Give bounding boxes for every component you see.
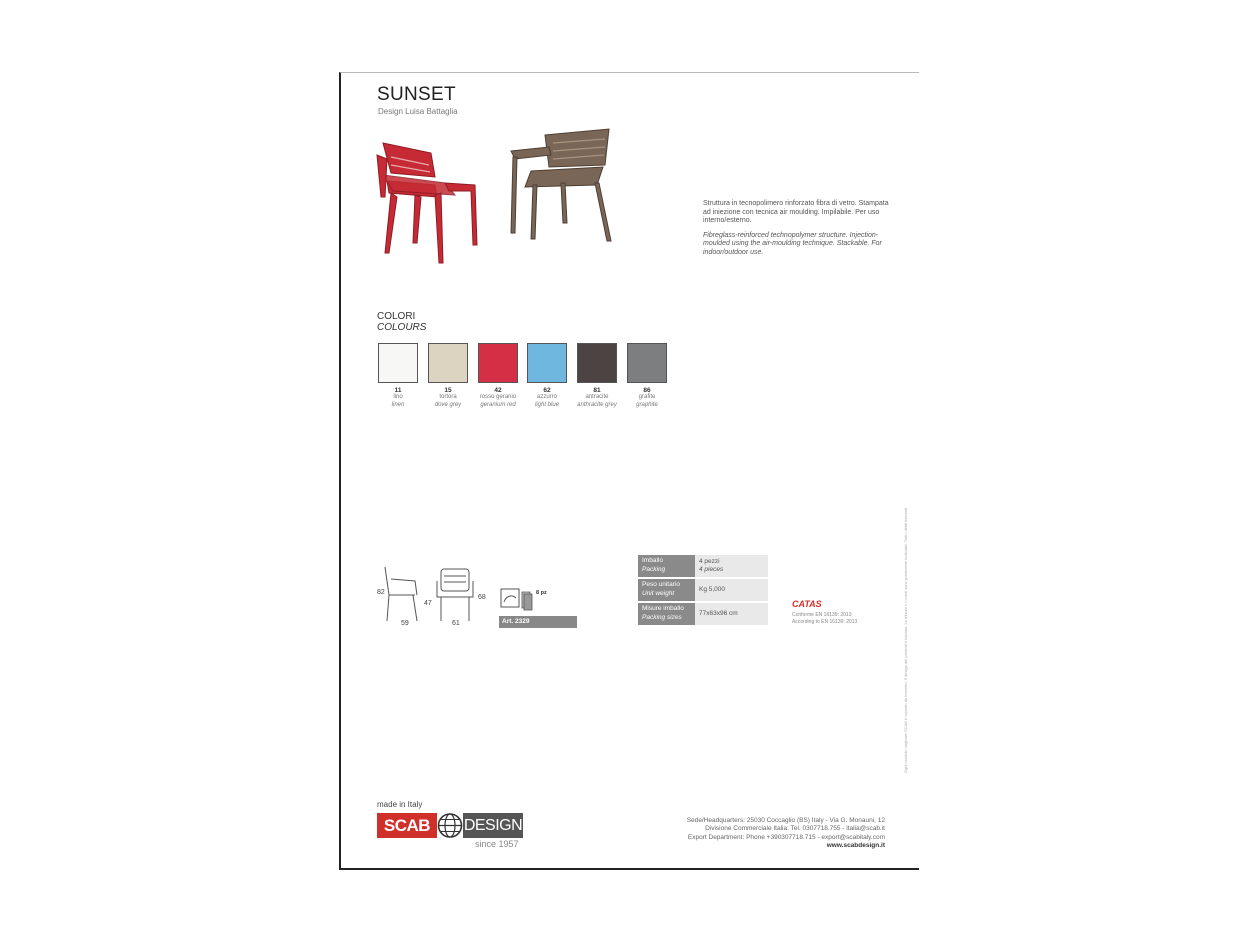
since-year: since 1957 — [475, 839, 519, 849]
swatch-name-it: tortora — [439, 394, 457, 400]
swatch-code: 15 — [444, 387, 452, 394]
colours-heading — [377, 311, 426, 333]
swatch-name-en: graphite — [636, 401, 658, 408]
swatch-colour — [527, 343, 567, 383]
website-link[interactable]: www.scabdesign.it — [826, 841, 885, 849]
swatch-name-it: rosso geranio — [479, 394, 517, 400]
packing-key-en: Unit weight — [642, 589, 675, 597]
swatch-code: 81 — [593, 387, 601, 394]
stacking-icon — [500, 588, 534, 612]
swatch-name-it: azzurro — [536, 394, 557, 400]
dim-height: 82 — [377, 589, 385, 596]
packing-table — [638, 555, 768, 627]
description-italian: Struttura in tecnopolimero rinforzato fibra di vetro. Stampata ad iniezione con tecnica air moulding. Impilabile. Per uso interno/esterno. — [703, 200, 889, 224]
swatch-colour — [378, 343, 418, 383]
packing-val-it: 77x63x96 cm — [699, 609, 738, 617]
swatch-name-it: grafite — [638, 394, 656, 400]
swatch-colour — [577, 343, 617, 383]
side-legal-note: Ogni modello originale SCAB è coperto da brevetto. Il design dei prodotti è tutelato. Le misure e i colori sono puramente indicativi. Tutti i diritti riservati. — [903, 506, 908, 773]
made-in-italy: made in Italy — [377, 800, 423, 809]
product-sheet — [339, 72, 919, 870]
swatch-colour — [478, 343, 518, 383]
swatch-name-it: antracite — [585, 394, 609, 400]
colours-heading-en: COLOURS — [377, 322, 427, 333]
swatch-colour — [428, 343, 468, 383]
address-italy: Divisione Commerciale Italia: Tel. 0307718.755 - italia@scab.it — [705, 825, 885, 833]
swatch-code: 86 — [643, 387, 651, 394]
globe-icon — [437, 812, 463, 839]
packing-key-it: Misure imballo — [642, 605, 684, 612]
packing-key-it: Peso unitario — [642, 581, 680, 588]
dim-depth: 59 — [401, 620, 409, 627]
red-chair-image — [375, 135, 480, 265]
address-export: Export Department: Phone +390307718.715 - export@scabitaly.com — [687, 833, 885, 841]
swatch-name-en: dove grey — [434, 401, 462, 408]
stacking-count: 8 pz — [536, 590, 547, 596]
swatch-11 — [378, 343, 418, 409]
swatch-name-en: light blue — [534, 401, 560, 408]
swatch-code: 11 — [394, 387, 402, 394]
packing-row — [638, 603, 768, 625]
product-description — [703, 200, 893, 257]
packing-key-en: Packing sizes — [642, 613, 682, 621]
address-headquarters: Sede/Headquarters: 25030 Coccaglio (BS) Italy - Via G. Monauni, 12 — [686, 817, 885, 824]
dim-seat-height: 47 — [424, 600, 432, 607]
article-number: Art. 2329 — [499, 616, 577, 628]
description-english: Fibreglass-reinforced technopolymer structure. Injection-moulded using the air-moulding technique. Stackable. For indoor/outdoor use. — [703, 231, 882, 256]
swatch-62 — [527, 343, 567, 409]
certification-note-en: According to EN 16139: 2013 — [792, 618, 858, 625]
packing-val-en: 4 pieces — [699, 566, 724, 573]
swatch-code: 42 — [494, 387, 502, 394]
packing-key-it: Imballo — [642, 557, 663, 564]
product-title: SUNSET — [377, 84, 456, 105]
swatch-42 — [478, 343, 518, 409]
colours-heading-it: COLORI — [377, 311, 416, 322]
swatch-86 — [627, 343, 667, 409]
certification-note-it: Conforme EN 16139: 2013 — [792, 612, 852, 618]
packing-val-it: Kg 5,000 — [699, 585, 726, 593]
swatch-15 — [428, 343, 468, 409]
dim-width: 61 — [452, 620, 460, 627]
certification-note — [792, 612, 912, 625]
logo-design: DESIGN — [463, 813, 523, 838]
packing-row — [638, 579, 768, 601]
brown-chair-image — [505, 127, 617, 247]
side-view-drawing — [381, 565, 426, 627]
swatch-colour — [627, 343, 667, 383]
swatch-name-en: anthracite grey — [577, 401, 617, 408]
swatch-name-en: linen — [391, 401, 405, 408]
swatch-name-en: geranium red — [480, 401, 516, 408]
swatch-name-it: lino — [393, 394, 403, 400]
product-designer: Design Luisa Battaglia — [378, 107, 458, 116]
dim-arm-height: 68 — [478, 594, 486, 601]
front-view-drawing — [435, 567, 475, 625]
logo-scab: SCAB — [377, 813, 437, 838]
company-address — [687, 817, 885, 850]
swatch-code: 62 — [543, 387, 551, 394]
packing-val-it: 4 pezzi — [699, 557, 720, 565]
catas-logo: CATAS — [792, 599, 822, 609]
swatch-81 — [577, 343, 617, 409]
packing-row — [638, 555, 768, 577]
packing-key-en: Packing — [642, 565, 666, 573]
